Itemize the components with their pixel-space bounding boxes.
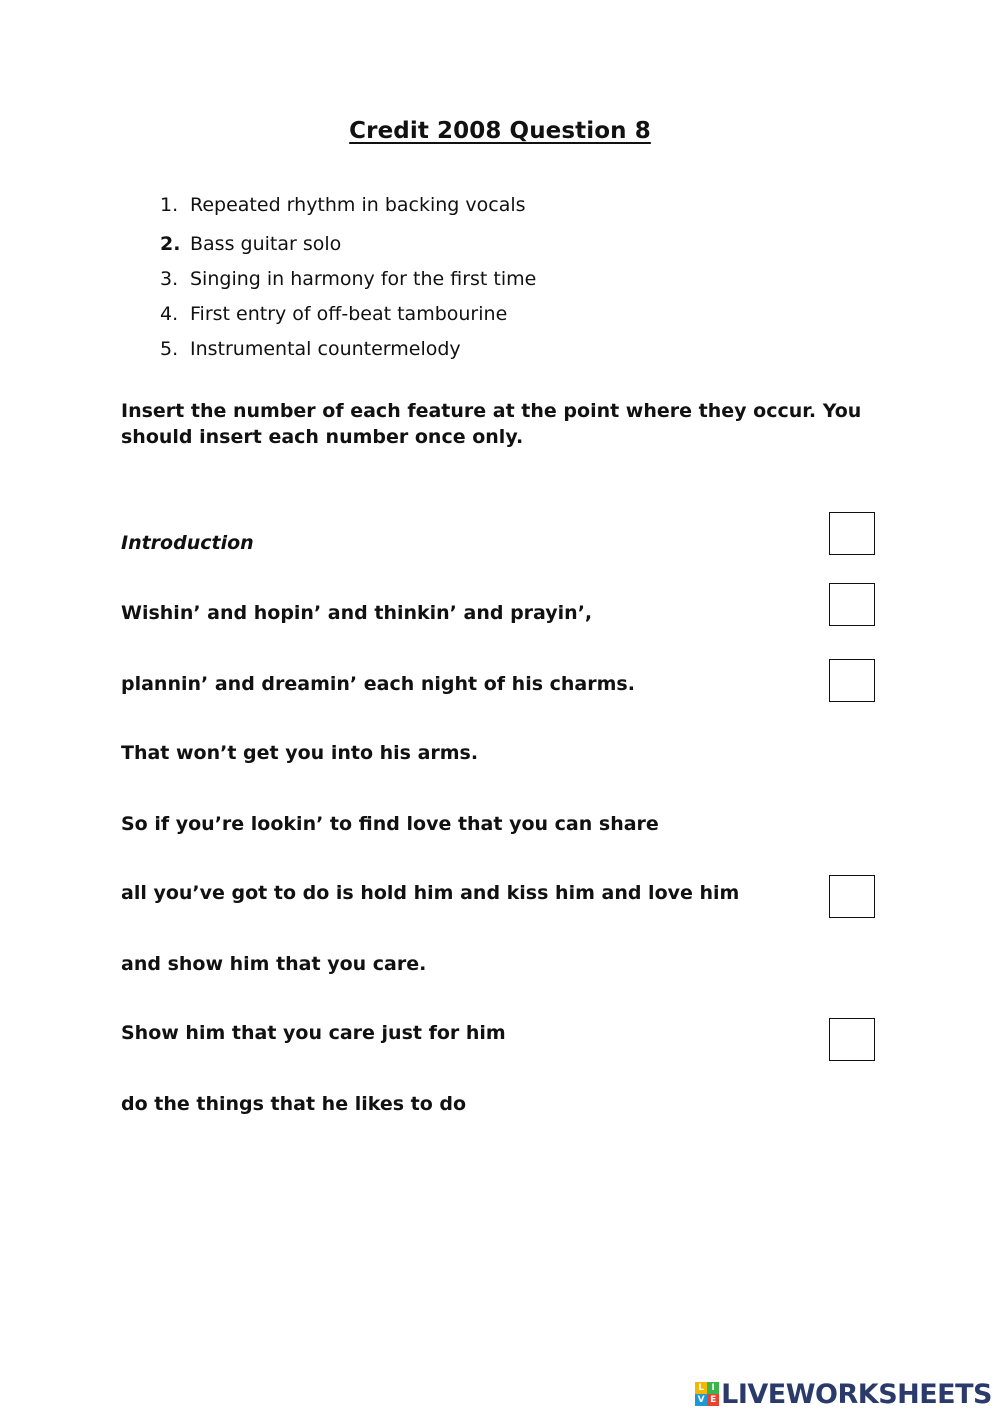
logo-letter: I: [707, 1382, 719, 1394]
answer-box-show-him[interactable]: [829, 1018, 875, 1061]
answer-box-plannin[interactable]: [829, 659, 875, 702]
logo-letter: L: [695, 1382, 707, 1394]
feature-label: Bass guitar solo: [190, 233, 342, 255]
instruction-text: Insert the number of each feature at the point where they occur. You should insert each number once only.: [121, 400, 862, 448]
answer-box-wishin[interactable]: [829, 583, 875, 626]
list-item: [160, 338, 461, 360]
list-item: [160, 268, 536, 290]
brand-name: LIVEWORKSHEETS: [721, 1378, 992, 1410]
feature-label: Instrumental countermelody: [190, 338, 461, 360]
lyric-line: all you’ve got to do is hold him and kiss him and love him: [121, 882, 740, 904]
lyric-line: Show him that you care just for him: [121, 1022, 506, 1044]
page-title: Credit 2008 Question 8: [349, 118, 651, 144]
feature-label: Repeated rhythm in backing vocals: [190, 194, 526, 216]
feature-label: First entry of off-beat tambourine: [190, 303, 508, 325]
list-item: [160, 303, 507, 325]
logo-letter: E: [707, 1394, 719, 1406]
feature-number: 1.: [160, 194, 179, 216]
feature-number: 3.: [160, 268, 179, 290]
feature-number: 2.: [160, 233, 181, 255]
feature-number: 4.: [160, 303, 179, 325]
lyric-line: and show him that you care.: [121, 953, 427, 975]
lyric-line: do the things that he likes to do: [121, 1093, 467, 1115]
lyric-line-introduction: Introduction: [121, 532, 254, 554]
lyric-line: plannin’ and dreamin’ each night of his charms.: [121, 673, 635, 695]
logo-letter: V: [695, 1394, 707, 1406]
lyric-line: That won’t get you into his arms.: [121, 742, 479, 764]
list-item: [160, 194, 526, 216]
lyric-line: Wishin’ and hopin’ and thinkin’ and prayin’,: [121, 602, 593, 624]
answer-box-all-youve-got[interactable]: [829, 875, 875, 918]
liveworksheets-logo-icon: [695, 1382, 719, 1406]
list-item: [160, 233, 341, 255]
brand-watermark: [695, 1378, 992, 1410]
feature-label: Singing in harmony for the first time: [190, 268, 537, 290]
answer-box-introduction[interactable]: [829, 512, 875, 555]
feature-number: 5.: [160, 338, 179, 360]
lyric-line: So if you’re lookin’ to find love that you can share: [121, 813, 659, 835]
